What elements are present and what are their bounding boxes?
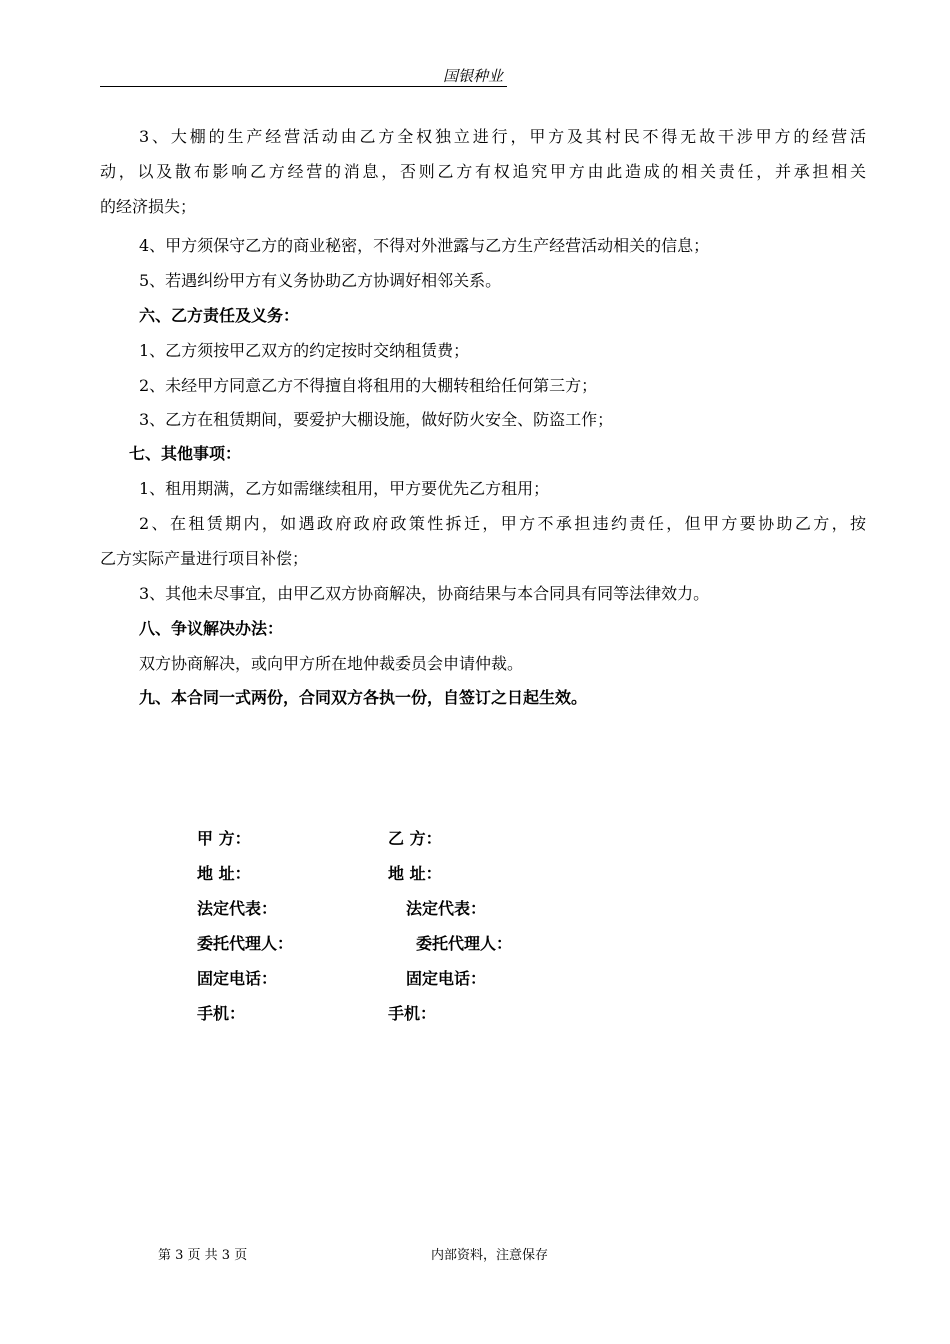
page-number: 第 3 页 共 3 页: [158, 1248, 248, 1263]
section-6-item-2: 2、未经甲方同意乙方不得擅自将租用的大棚转租给任何第三方；: [139, 376, 598, 395]
party-a-mobile-label: 手机：: [197, 1004, 246, 1023]
section-7-item-1: 1、租用期满，乙方如需继续租用，甲方要优先乙方租用；: [139, 479, 550, 498]
section-8-text: 双方协商解决，或向甲方所在地仲裁委员会申请仲裁。: [139, 654, 524, 673]
party-b-phone-label: 固定电话：: [406, 969, 487, 988]
party-a-agent-label: 委托代理人：: [197, 934, 294, 953]
company-name: 国银种业: [442, 67, 503, 85]
section-7-item-2-line-2: 乙方实际产量进行项目补偿；: [100, 549, 309, 568]
section-8-title: 八、争议解决办法：: [139, 619, 284, 638]
party-a-legal-rep-label: 法定代表：: [197, 899, 278, 918]
section-7-item-3: 3、其他未尽事宜，由甲乙双方协商解决，协商结果与本合同具有同等法律效力。: [139, 584, 710, 603]
clause-5: 5、若遇纠纷甲方有义务协助乙方协调好相邻关系。: [139, 271, 502, 290]
section-6-title: 六、乙方责任及义务：: [139, 306, 300, 325]
party-b-agent-label: 委托代理人：: [416, 934, 513, 953]
page-header: [100, 66, 507, 87]
party-b-legal-rep-label: 法定代表：: [406, 899, 487, 918]
party-b-label: 乙 方：: [388, 829, 442, 848]
section-7-title: 七、其他事项：: [129, 444, 242, 463]
party-b-address-label: 地 址：: [388, 864, 442, 883]
section-9-text: 九、本合同一式两份，合同双方各执一份，自签订之日起生效。: [139, 688, 588, 707]
party-b-mobile-label: 手机：: [388, 1004, 437, 1023]
party-a-address-label: 地 址：: [197, 864, 251, 883]
section-7-item-2-line-1: 2、在租赁期内，如遇政府政府政策性拆迁，甲方不承担违约责任，但甲方要协助乙方，按: [139, 514, 866, 533]
party-a-label: 甲 方：: [197, 829, 251, 848]
party-a-phone-label: 固定电话：: [197, 969, 278, 988]
clause-4: 4、甲方须保守乙方的商业秘密，不得对外泄露与乙方生产经营活动相关的信息；: [139, 236, 710, 255]
clause-3-line-2: 动，以及散布影响乙方经营的消息，否则乙方有权追究甲方由此造成的相关责任，并承担相关: [100, 162, 866, 181]
clause-3-line-1: 3、大棚的生产经营活动由乙方全权独立进行，甲方及其村民不得无故干涉甲方的经营活: [139, 127, 866, 146]
section-6-item-1: 1、乙方须按甲乙双方的约定按时交纳租赁费；: [139, 341, 470, 360]
clause-3-line-3: 的经济损失；: [100, 197, 197, 216]
section-6-item-3: 3、乙方在租赁期间，要爱护大棚设施，做好防火安全、防盗工作；: [139, 410, 614, 429]
footer-notice: 内部资料，注意保存: [431, 1248, 549, 1263]
